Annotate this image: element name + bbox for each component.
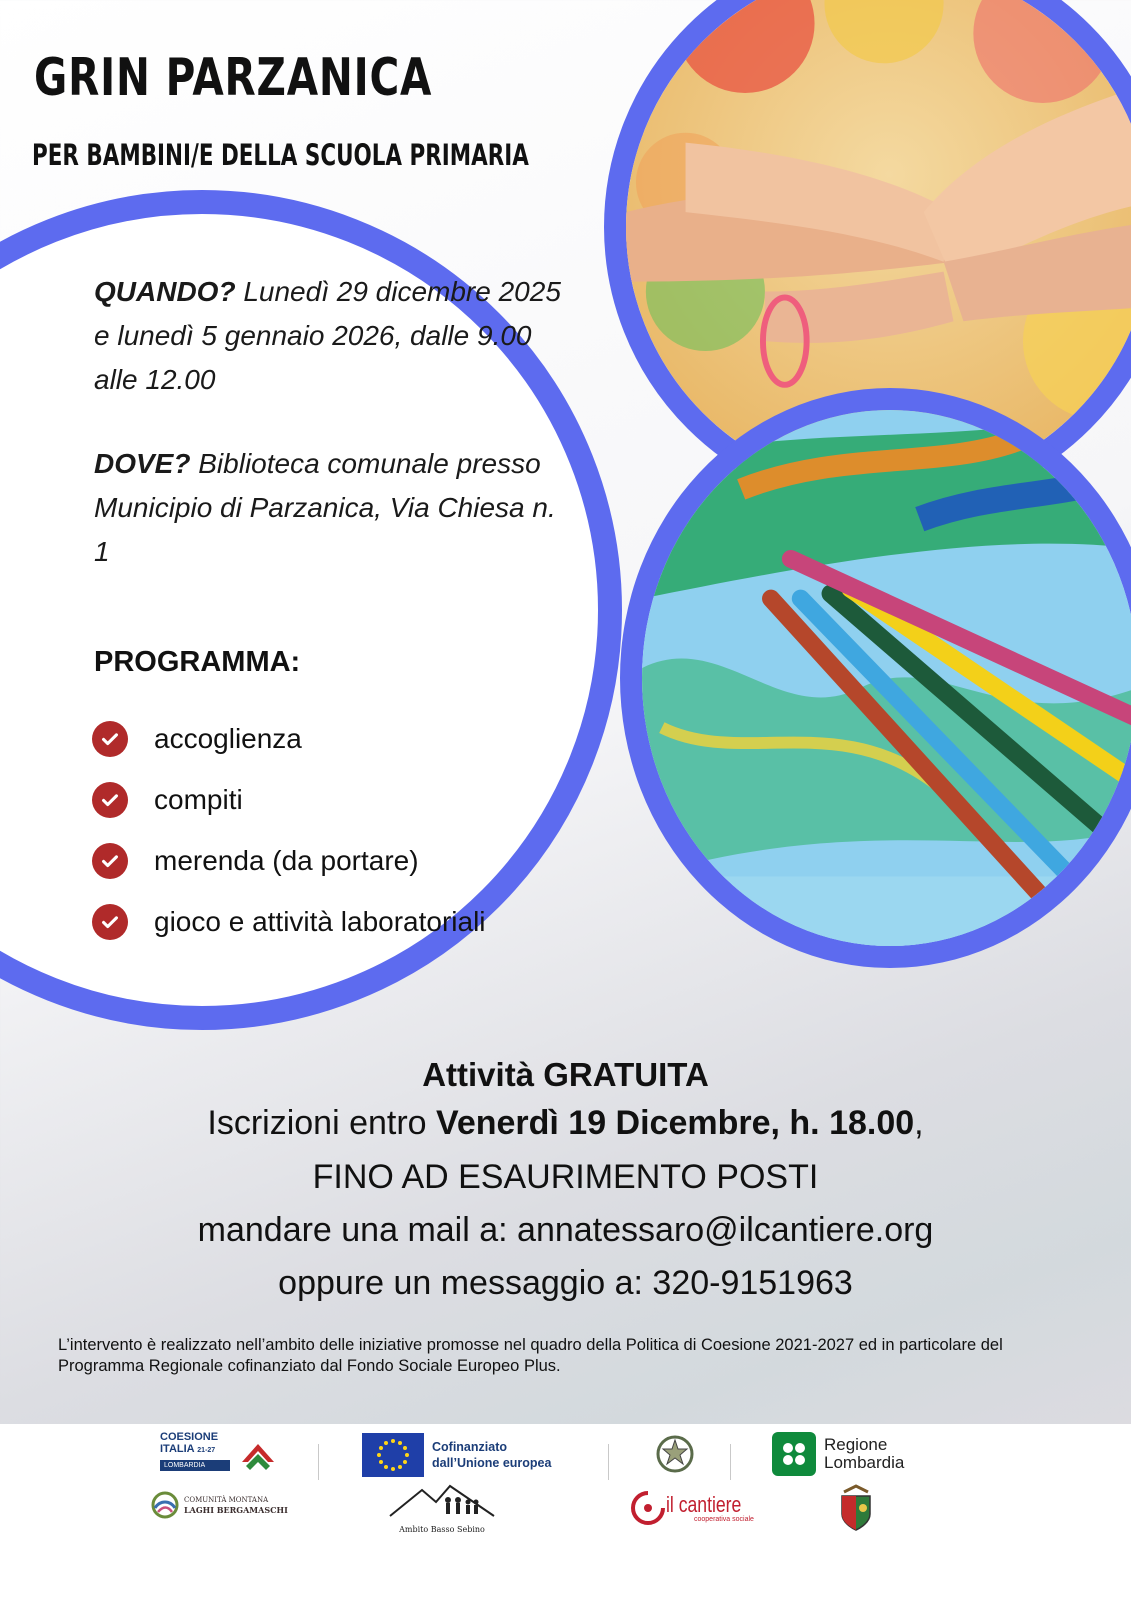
contact-email: mandare una mail a: annatessaro@ilcantiere.org — [197, 1211, 934, 1249]
parzanica-coat-of-arms-icon — [836, 1484, 876, 1537]
regione-lombardia-logo: Regione Lombardia — [772, 1432, 904, 1476]
il-cantiere-icon — [630, 1490, 666, 1526]
where-block — [94, 442, 574, 574]
crayons-photo — [620, 388, 1131, 968]
program-item — [92, 830, 486, 891]
program-item-label: accoglienza — [154, 722, 302, 754]
regione-cross-icon — [772, 1432, 816, 1476]
where-text: Biblioteca comunale presso Municipio di Parzanica, Via Chiesa n. 1 — [94, 448, 556, 567]
eu-cofunded-logo: Cofinanziato dall’Unione europea — [362, 1432, 577, 1478]
program-title: PROGRAMMA: — [94, 646, 301, 678]
ambito-basso-sebino-logo: Ambito Basso Sebino — [386, 1482, 498, 1534]
il-cantiere-logo: il cantiere cooperativa sociale — [630, 1490, 760, 1526]
page-subtitle: PER BAMBINI/E DELLA SCUOLA PRIMARIA — [32, 138, 529, 172]
italian-republic-emblem-icon — [655, 1432, 695, 1481]
program-list — [92, 708, 486, 952]
eu-flag-icon — [362, 1433, 424, 1477]
where-label: DOVE? — [94, 448, 191, 479]
program-item — [92, 769, 486, 830]
funding-note: L’intervento è realizzato nell’ambito delle iniziative promosse nel quadro della Politica di Coesione 2021-2027 ed in particolare del Programma Regionale cofinanziato dal Fondo Sociale Europeo Plus. — [58, 1336, 1003, 1375]
deadline-date: Venerdì 19 Dicembre, h. 18.00 — [436, 1104, 915, 1142]
check-circle-icon — [92, 843, 128, 879]
coesione-mark-icon — [238, 1436, 278, 1476]
program-item-label: compiti — [154, 783, 243, 815]
ambito-mountains-icon — [386, 1482, 498, 1518]
when-label: QUANDO? — [94, 276, 236, 307]
when-text: Lunedì 29 dicembre 2025 e lunedì 5 gennaio 2026, dalle 9.00 alle 12.00 — [94, 276, 561, 395]
divider — [730, 1444, 731, 1480]
coesione-italia-logo: COESIONE ITALIA 21-27 LOMBARDIA — [160, 1432, 280, 1482]
program-item-label: gioco e attività laboratoriali — [154, 905, 486, 937]
comunita-montana-logo: COMUNITÀ MONTANA LAGHI BERGAMASCHI — [150, 1490, 288, 1520]
when-block — [94, 270, 574, 402]
check-circle-icon — [92, 904, 128, 940]
program-item — [92, 891, 486, 952]
program-item-label: merenda (da portare) — [154, 844, 419, 876]
free-activity: Attività GRATUITA — [422, 1056, 709, 1093]
contact-phone: oppure un messaggio a: 320-9151963 — [278, 1264, 853, 1302]
divider — [608, 1444, 609, 1480]
deadline — [0, 1104, 1131, 1143]
program-item — [92, 708, 486, 769]
availability-note: FINO AD ESAURIMENTO POSTI — [312, 1158, 819, 1196]
deadline-prefix: Iscrizioni entro — [207, 1104, 437, 1142]
check-circle-icon — [92, 782, 128, 818]
page-title: GRIN PARZANICA — [34, 48, 433, 108]
deadline-suffix: , — [914, 1104, 924, 1142]
divider — [318, 1444, 319, 1480]
check-circle-icon — [92, 721, 128, 757]
sponsor-footer — [0, 1424, 1131, 1600]
comunita-montana-icon — [150, 1490, 180, 1520]
